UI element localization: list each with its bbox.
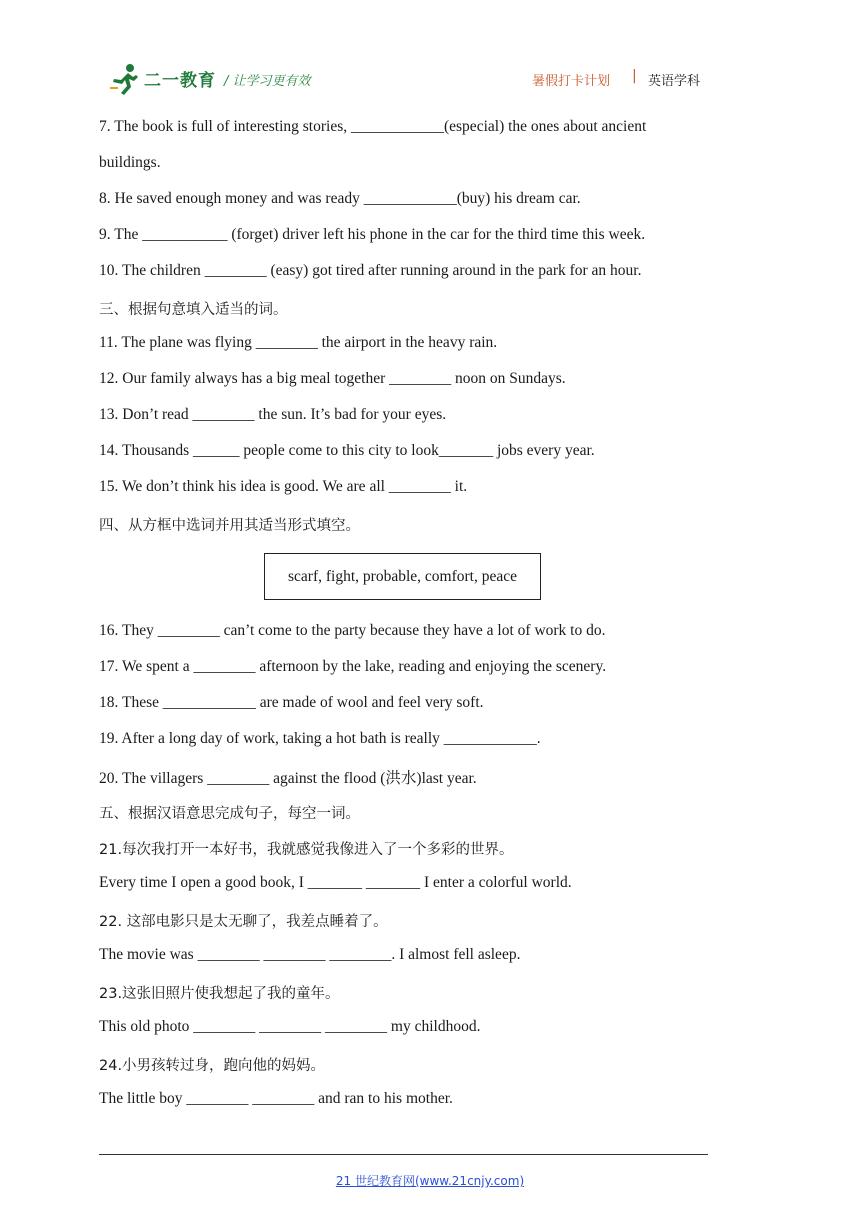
subject-label: 英语学科 [648,74,701,89]
runner-logo-icon [108,62,142,96]
footer-link[interactable]: 21 世纪教育网(www.21cnjy.com) [335,1174,525,1188]
question-12: 12. Our family always has a big meal together ________ noon on Sundays. [99,370,566,387]
header-separator: | [632,68,637,84]
question-21-chinese: 21.每次我打开一本好书，我就感觉我像进入了一个多彩的世界。 [99,842,514,858]
question-17: 17. We spent a ________ afternoon by the lake, reading and enjoying the scenery. [99,658,607,675]
question-21-english: Every time I open a good book, I _______ _______ I enter a colorful world. [99,874,572,891]
slogan: / 让学习更有效 [224,74,311,89]
question-7-line-1: 7. The book is full of interesting stories, ____________(especial) the ones about ancient [99,118,647,135]
question-13: 13. Don’t read ________ the sun. It’s bad for your eyes. [99,406,447,423]
question-20: 20. The villagers ________ against the flood (洪水)last year. [99,770,477,787]
page-header [0,0,860,110]
question-22-english: The movie was ________ ________ ________. I almost fell asleep. [99,946,521,963]
question-23-chinese: 23.这张旧照片使我想起了我的童年。 [99,986,340,1002]
question-23-english: This old photo ________ ________ ________ my childhood. [99,1018,481,1035]
question-9: 9. The ___________ (forget) driver left his phone in the car for the third time this week. [99,226,646,243]
section-3-heading: 三、根据句意填入适当的词。 [99,302,288,318]
logo-text: 二一教育 [144,71,216,91]
question-16: 16. They ________ can’t come to the party because they have a lot of work to do. [99,622,606,639]
question-22-chinese: 22. 这部电影只是太无聊了，我差点睡着了。 [99,914,388,930]
logo [108,62,218,98]
question-11: 11. The plane was flying ________ the airport in the heavy rain. [99,334,498,351]
word-box: scarf, fight, probable, comfort, peace [264,553,541,600]
question-15: 15. We don’t think his idea is good. We are all ________ it. [99,478,468,495]
plan-label: 暑假打卡计划 [532,74,611,89]
question-24-english: The little boy ________ ________ and ran to his mother. [99,1090,453,1107]
question-14: 14. Thousands ______ people come to this city to look_______ jobs every year. [99,442,595,459]
question-8: 8. He saved enough money and was ready ____________(buy) his dream car. [99,190,581,207]
section-4-heading: 四、从方框中选词并用其适当形式填空。 [99,518,360,534]
question-24-chinese: 24.小男孩转过身，跑向他的妈妈。 [99,1058,326,1074]
footer-divider [99,1154,708,1155]
question-7-line-2: buildings. [99,154,161,171]
question-19: 19. After a long day of work, taking a hot bath is really ____________. [99,730,541,747]
section-5-heading: 五、根据汉语意思完成句子，每空一词。 [99,806,360,822]
question-18: 18. These ____________ are made of wool and feel very soft. [99,694,484,711]
question-10: 10. The children ________ (easy) got tired after running around in the park for an hour. [99,262,642,279]
